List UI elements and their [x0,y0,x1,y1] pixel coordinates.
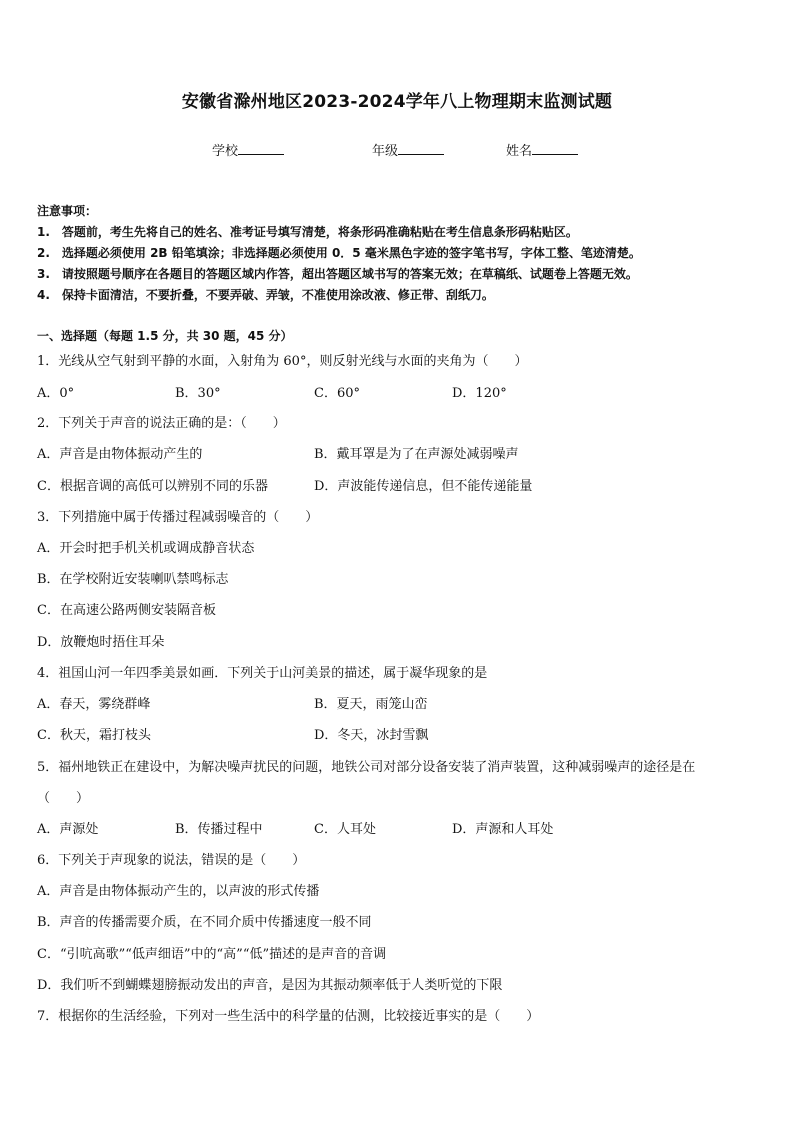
question-5-stem-cont: （ ） [37,791,90,806]
q4-option-d[interactable]: D．冬天，冰封雪飘 [314,728,429,743]
q4-option-a[interactable]: A．春天，雾绕群峰 [37,697,151,712]
q5-option-b[interactable]: B．传播过程中 [175,822,263,837]
q2-option-c[interactable]: C．根据音调的高低可以辨别不同的乐器 [37,479,268,494]
q1-option-c[interactable]: C．60° [314,386,360,401]
school-label: 学校 [212,144,239,159]
question-6-stem: 6．下列关于声现象的说法，错误的是（ ） [37,853,306,868]
q6-option-c[interactable]: C．“引吭高歌”“低声细语”中的“高”“低”描述的是声音的音调 [37,947,387,962]
notice-item-3: 3. 请按照题号顺序在各题目的答题区域内作答，超出答题区域书写的答案无效；在草稿纸、试题卷上答题无效。 [37,267,638,281]
q5-option-a[interactable]: A．声源处 [37,822,99,837]
q2-option-d[interactable]: D．声波能传递信息，但不能传递能量 [314,479,533,494]
q6-option-d[interactable]: D．我们听不到蝴蝶翅膀振动发出的声音，是因为其振动频率低于人类听觉的下限 [37,978,503,993]
grade-field[interactable] [372,140,444,159]
page-title: 安徽省滁州地区2023-2024学年八上物理期末监测试题 [181,92,613,112]
name-field[interactable] [506,140,578,159]
notice-item-1: 1. 答题前，考生先将自己的姓名、准考证号填写清楚，将条形码准确粘贴在考生信息条形码粘贴区。 [37,225,578,239]
q4-option-c[interactable]: C．秋天，霜打枝头 [37,728,151,743]
question-1-stem: 1．光线从空气射到平静的水面，入射角为 60°，则反射光线与水面的夹角为（ ） [37,354,528,369]
grade-blank[interactable] [398,142,444,155]
notice-item-4: 4. 保持卡面清洁，不要折叠，不要弄破、弄皱，不准使用涂改液、修正带、刮纸刀。 [37,288,494,302]
q3-option-c[interactable]: C．在高速公路两侧安装隔音板 [37,603,216,618]
q3-option-b[interactable]: B．在学校附近安装喇叭禁鸣标志 [37,572,229,587]
q3-option-a[interactable]: A．开会时把手机关机或调成静音状态 [37,541,255,556]
name-label: 姓名 [506,144,533,159]
q5-option-d[interactable]: D．声源和人耳处 [452,822,554,837]
name-blank[interactable] [532,142,578,155]
question-7-stem: 7．根据你的生活经验，下列对一些生活中的科学量的估测，比较接近事实的是（ ） [37,1009,540,1024]
q1-option-d[interactable]: D．120° [452,386,507,401]
q4-option-b[interactable]: B．夏天，雨笼山峦 [314,697,428,712]
question-4-stem: 4．祖国山河一年四季美景如画．下列关于山河美景的描述，属于凝华现象的是 [37,666,488,681]
question-3-stem: 3．下列措施中属于传播过程减弱噪音的（ ） [37,510,319,525]
notice-heading: 注意事项： [37,204,98,218]
q5-option-c[interactable]: C．人耳处 [314,822,376,837]
school-field[interactable] [212,140,284,159]
q6-option-b[interactable]: B．声音的传播需要介质，在不同介质中传播速度一般不同 [37,915,372,930]
q1-option-a[interactable]: A．0° [37,386,75,401]
question-2-stem: 2．下列关于声音的说法正确的是：（ ） [37,416,286,431]
question-5-stem: 5．福州地铁正在建设中，为解决噪声扰民的问题，地铁公司对部分设备安装了消声装置，这种减弱噪声的途径是在 [37,760,696,775]
notice-item-2: 2. 选择题必须使用 2B 铅笔填涂；非选择题必须使用 0．5 毫米黑色字迹的签字笔书写，字体工整、笔迹清楚。 [37,246,641,260]
section-heading: 一、选择题（每题 1.5 分，共 30 题，45 分） [37,329,293,343]
school-blank[interactable] [238,142,284,155]
grade-label: 年级 [372,144,399,159]
q2-option-b[interactable]: B．戴耳罩是为了在声源处减弱噪声 [314,447,519,462]
q1-option-b[interactable]: B．30° [175,386,221,401]
q2-option-a[interactable]: A．声音是由物体振动产生的 [37,447,203,462]
q3-option-d[interactable]: D．放鞭炮时捂住耳朵 [37,635,165,650]
q6-option-a[interactable]: A．声音是由物体振动产生的，以声波的形式传播 [37,884,320,899]
